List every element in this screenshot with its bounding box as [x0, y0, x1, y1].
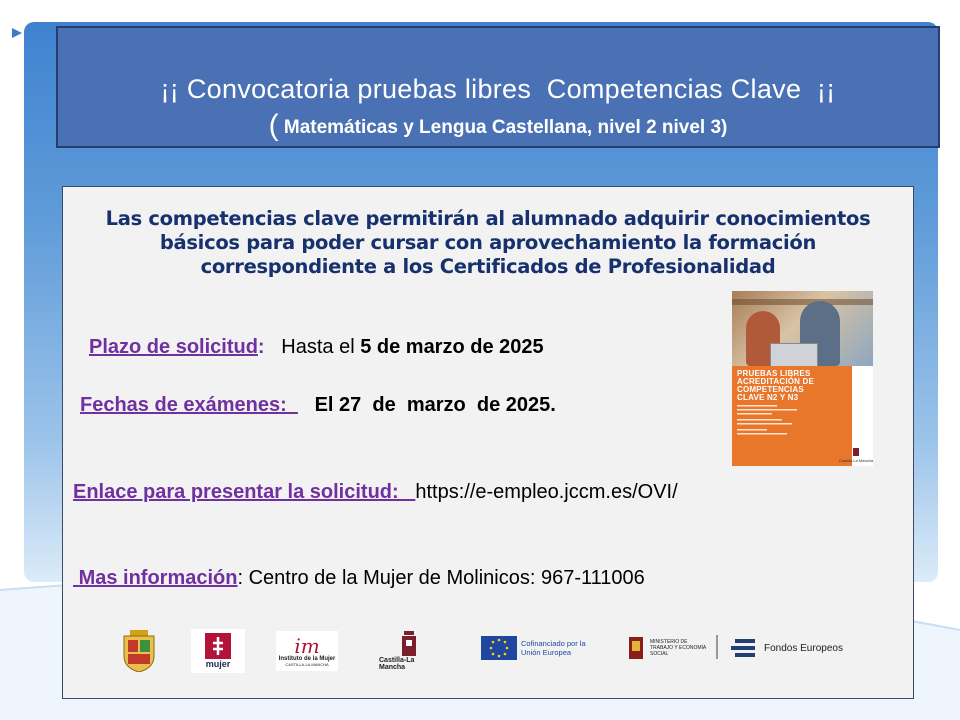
- enlace-label: Enlace para presentar la solicitud:: [73, 481, 416, 503]
- poster-heading-line: ACREDITACIÓN DE: [737, 377, 815, 386]
- intro-paragraph: [63, 207, 913, 279]
- fechas-label: Fechas de exámenes:: [80, 394, 298, 416]
- poster-image: [732, 291, 873, 466]
- instituto-mujer-logo: [276, 631, 338, 671]
- title-open-paren: (: [268, 109, 279, 142]
- info-row: [73, 567, 645, 590]
- poster-fine-print: [737, 405, 847, 436]
- info-label-text: Mas información: [78, 567, 238, 589]
- fechas-spacer: [298, 394, 315, 416]
- title-heading: ¡¡ Convocatoria pruebas libres Competencias Clave ¡¡: [160, 74, 836, 104]
- castilla-la-mancha-logo: [379, 629, 439, 673]
- title-box: [56, 26, 940, 148]
- poster-heading-line: CLAVE N2 Y N3: [737, 393, 799, 402]
- poster-heading-block: [732, 366, 852, 466]
- eu-cofinanciado-text: Cofinanciado por la Unión Europea: [521, 639, 586, 657]
- content-box: [62, 186, 914, 699]
- municipality-shield-logo: [121, 630, 157, 672]
- info-text: : Centro de la Mujer de Molinicos: 967-111006: [237, 567, 645, 589]
- title-subheading: [58, 109, 938, 143]
- poster-logo: [836, 447, 873, 463]
- intro-line: Las competencias clave permitirán al alumnado adquirir conocimientos: [105, 207, 871, 230]
- ministerio-logo: [626, 633, 716, 663]
- centro-mujer-text: mujer: [205, 659, 231, 669]
- poster-heading-line: COMPETENCIAS: [737, 385, 804, 394]
- poster-shelf: [732, 299, 873, 305]
- poster-laptop-icon: [770, 343, 818, 367]
- fondos-europeos-text: Fondos Europeos: [764, 642, 843, 654]
- fechas-row: [80, 394, 556, 417]
- fondos-europeos-logo: [731, 635, 861, 661]
- plazo-date: 5 de marzo de 2025: [360, 336, 544, 358]
- intro-line: básicos para poder cursar con aprovechamiento la formación: [159, 231, 817, 254]
- logo-divider: [716, 635, 718, 659]
- enlace-row: [73, 481, 678, 504]
- plazo-row: [89, 336, 544, 359]
- title-subjects: Matemáticas y Lengua Castellana, nivel 2 nivel 3): [278, 117, 728, 138]
- fechas-date: El 27 de marzo de 2025.: [314, 394, 556, 416]
- instituto-mujer-subtext: CASTILLA-LA MANCHA: [285, 661, 329, 667]
- intro-line: correspondiente a los Certificados de Profesionalidad: [200, 255, 776, 278]
- bullet-arrow-icon: [10, 26, 24, 40]
- plazo-label: Plazo de solicitud: [89, 336, 258, 358]
- centro-mujer-logo: [191, 629, 245, 673]
- ministerio-text: MINISTERIO DE TRABAJO Y ECONOMÍA SOCIAL: [650, 639, 706, 657]
- plazo-text: Hasta el: [264, 336, 361, 358]
- castilla-la-mancha-text: Castilla-La Mancha: [379, 657, 415, 671]
- poster-logo-text: Castilla-La Mancha: [838, 458, 873, 463]
- info-label: [73, 567, 237, 589]
- logo-strip: [63, 627, 915, 677]
- poster-heading-line: PRUEBAS LIBRES: [737, 369, 811, 378]
- eu-cofinanciado-logo: [481, 635, 597, 661]
- enlace-link[interactable]: https://e-empleo.jccm.es/OVI/: [415, 481, 678, 503]
- instituto-mujer-mark: im: [294, 633, 320, 658]
- plazo-separator: :: [257, 336, 265, 358]
- instituto-mujer-text: Instituto de la Mujer: [278, 655, 336, 662]
